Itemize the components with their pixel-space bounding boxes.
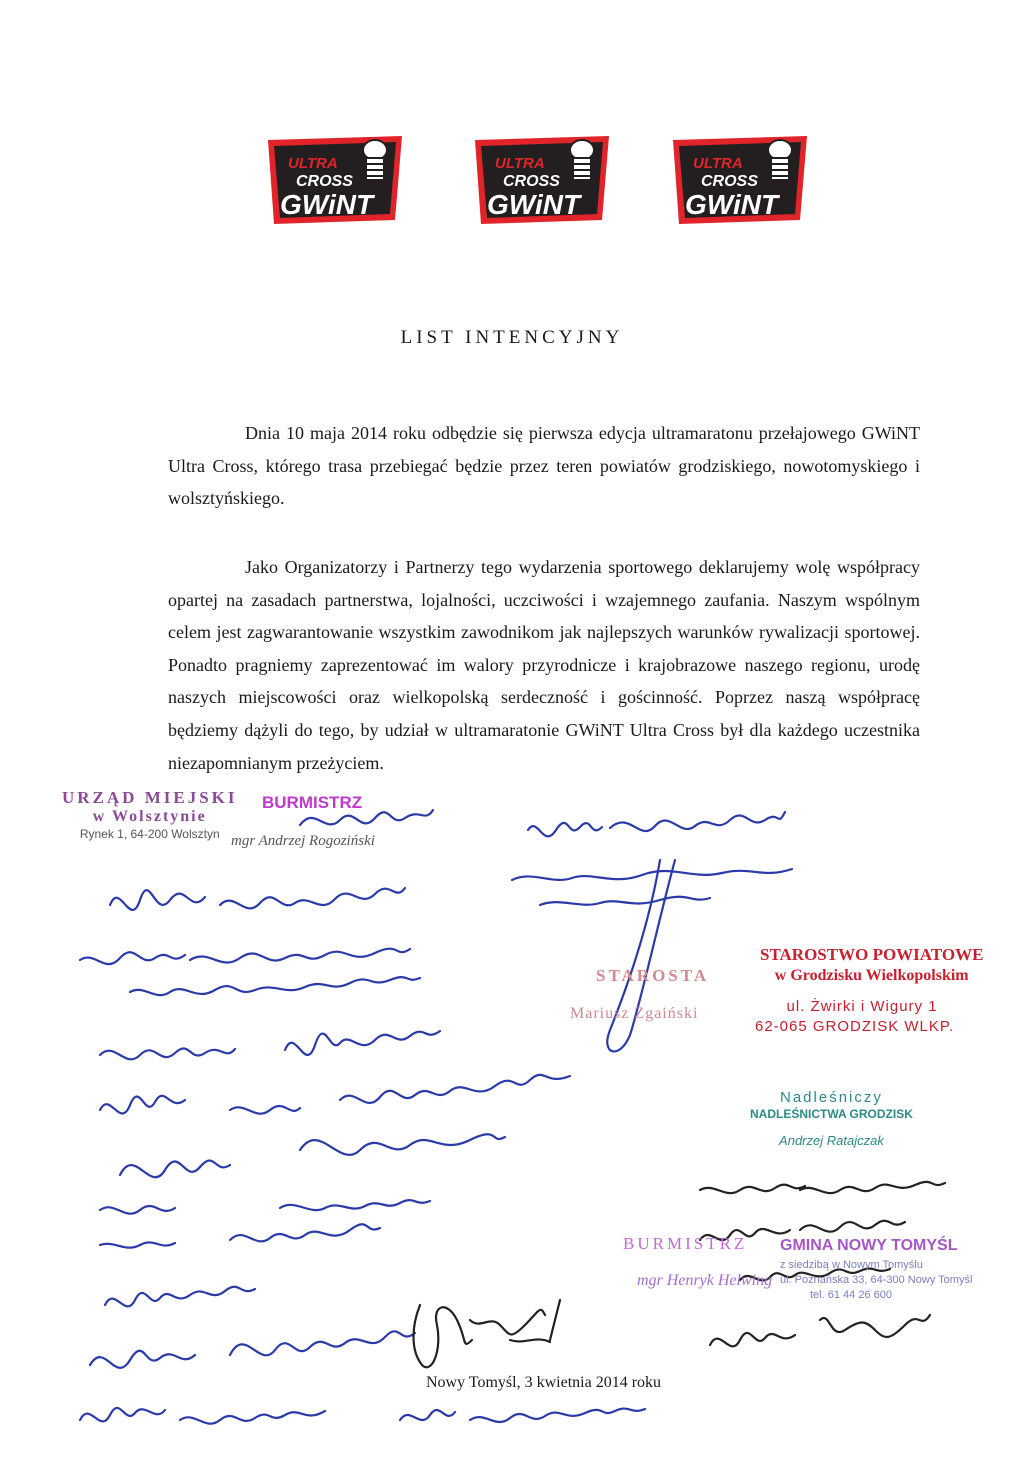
paragraph-declaration: Jako Organizatorzy i Partnerzy tego wydarzenia sportowego deklarujemy wolę współpracy opartej na zasadach partnerstwa, lojalności, uczciwości i wzajemnego zaufania. Naszym wspólnym celem jest zagwarantowanie wszystkim zawodnikom jak najlepszych warunków rywalizacji sportowej. Ponadto pragniemy zaprezentować im walory przyrodnicze i krajobrazowe naszego regionu, urodę naszych miejscowości oraz wielkopolską serdeczność i gościnność. Poprzez naszą współpracę będziemy dążyli do tego, by udział w ultramaratonie GWiNT Ultra Cross był dla każdego uczestnika niezapomnianym przeżyciem. (168, 557, 920, 773)
logo-right (665, 128, 815, 228)
logo-left (260, 128, 410, 228)
stamp-line: tel. 61 44 26 600 (810, 1289, 892, 1301)
document-title: LIST INTENCYJNY (400, 327, 624, 348)
stamp-starosta-title: STAROSTA (596, 966, 710, 985)
stamp-nowy-tomysl-address (780, 1258, 972, 1303)
stamp-gmina-nowy-tomysl: GMINA NOWY TOMYŚL (780, 1237, 958, 1254)
svg-text:ULTRA: ULTRA (288, 155, 338, 172)
stamp-burmistrz-title: BURMISTRZ (262, 793, 363, 812)
svg-text:CROSS: CROSS (701, 173, 758, 190)
paragraph-intro: Dnia 10 maja 2014 roku odbędzie się pierwsza edycja ultramaratonu przełajowego GWiNT Ultra Cross, którego trasa przebiegać będzie przez teren powiatów grodziskiego, nowotomyskiego i wolsztyńskiego. (168, 423, 920, 509)
stamp-burmistrz-nowy-tomysl: BURMISTRZ (623, 1234, 748, 1253)
stamp-line: w Grodzisku Wielkopolskim (774, 967, 969, 984)
stamp-line: URZĄD MIEJSKI (62, 788, 238, 807)
stamp-starostwo-powiatowe (760, 945, 983, 985)
ultra-cross-gwint-logo (260, 128, 410, 228)
svg-text:GWiNT: GWiNT (487, 189, 581, 220)
ultra-cross-gwint-logo (665, 128, 815, 228)
stamp-line: Nadleśniczy (780, 1089, 883, 1106)
stamp-line: 62-065 GRODZISK WLKP. (755, 1018, 955, 1035)
svg-text:GWiNT: GWiNT (685, 189, 779, 220)
stamp-line: STAROSTWO POWIATOWE (760, 945, 984, 964)
stamp-burmistrz-name: mgr Andrzej Rogoziński (231, 833, 375, 849)
stamp-line: w Wolsztynie (92, 808, 207, 825)
stamp-nadlesnictwo (750, 1089, 913, 1148)
stamp-line: NADLEŚNICTWA GRODZISK (750, 1107, 913, 1121)
stamp-starosta-name: Mariusz Zgaiński (570, 1005, 699, 1022)
svg-text:CROSS: CROSS (503, 173, 560, 190)
place-and-date: Nowy Tomyśl, 3 kwietnia 2014 roku (426, 1374, 662, 1391)
stamp-line: ul. Poznańska 33, 64-300 Nowy Tomyśl (780, 1274, 973, 1286)
stamp-burmistrz-nowy-tomysl-name: mgr Henryk Helwing (637, 1272, 773, 1289)
svg-text:CROSS: CROSS (296, 173, 353, 190)
ultra-cross-gwint-logo (467, 128, 617, 228)
svg-text:ULTRA: ULTRA (693, 155, 743, 172)
stamp-line: ul. Żwirki i Wigury 1 (786, 998, 938, 1015)
stamp-line: Rynek 1, 64-200 Wolsztyn (79, 827, 220, 841)
logo-center (467, 128, 617, 228)
stamp-urzad-miejski-wolsztyn (62, 788, 238, 841)
stamp-line: Andrzej Ratajczak (779, 1133, 884, 1148)
svg-text:ULTRA: ULTRA (495, 155, 545, 172)
stamp-line: z siedzibą w Nowym Tomyślu (780, 1259, 923, 1271)
stamp-starostwo-address (755, 997, 955, 1037)
svg-text:GWiNT: GWiNT (280, 189, 374, 220)
